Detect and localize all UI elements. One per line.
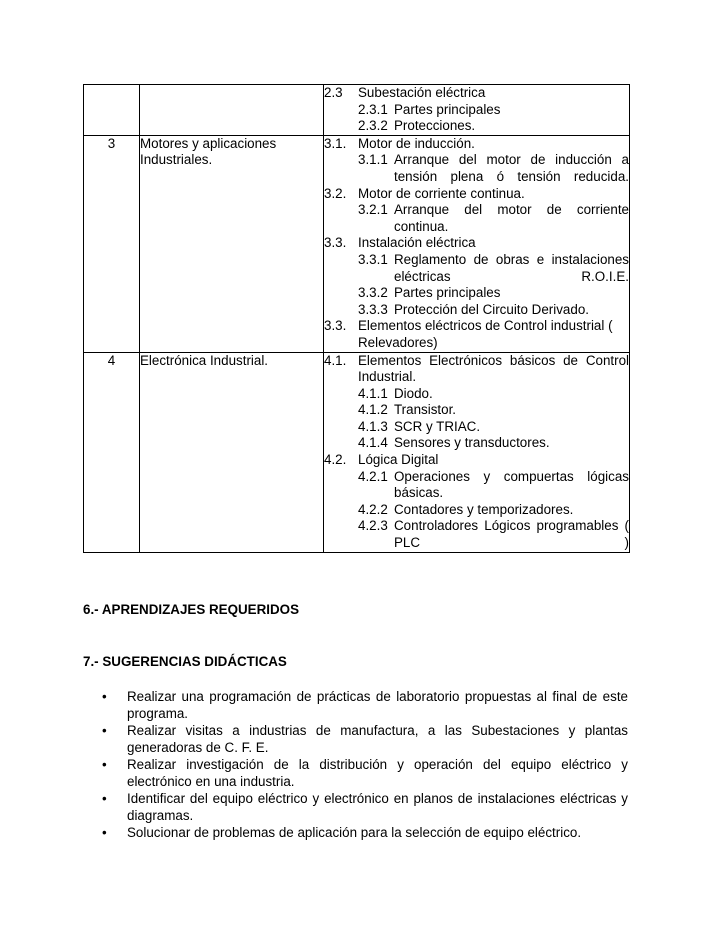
subtopic-key: 4.1.2 xyxy=(358,402,388,418)
suggestions-list xyxy=(83,688,628,841)
subtopic-line xyxy=(324,302,629,319)
topic-line xyxy=(324,452,629,469)
subtopic-line xyxy=(324,402,629,419)
table-row xyxy=(84,85,630,136)
subtopic-text: Partes principales xyxy=(394,285,501,301)
subtopic-key: 4.1.3 xyxy=(358,418,388,434)
subtopic-key: 3.3.1 xyxy=(358,251,388,267)
subtopic-key: 3.3.3 xyxy=(358,301,388,317)
topic-key: 3.3. xyxy=(324,235,347,251)
subtopic-key: 3.1.1 xyxy=(358,152,388,168)
subtopic-line xyxy=(324,285,629,302)
unit-topics xyxy=(324,85,630,136)
topic-key: 4.1. xyxy=(324,352,347,368)
subtopic-key: 2.3.2 xyxy=(358,118,388,134)
subtopic-text: Partes principales xyxy=(394,101,501,117)
unit-number xyxy=(84,85,140,136)
subtopic-key: 2.3.1 xyxy=(358,101,388,117)
subtopic-line xyxy=(324,386,629,403)
subtopic-text: Transistor. xyxy=(394,402,457,418)
subtopic-key: 4.1.1 xyxy=(358,385,388,401)
topic-text: Elementos eléctricos de Control industrial ( Relevadores) xyxy=(358,318,613,350)
topic-key: 4.2. xyxy=(324,452,347,468)
topic-line xyxy=(324,318,629,351)
subtopic-text: SCR y TRIAC. xyxy=(394,418,481,434)
subtopic-key: 3.3.2 xyxy=(358,285,388,301)
subtopic-line xyxy=(324,202,629,235)
unit-title: Motores y aplicaciones Industriales. xyxy=(140,135,324,352)
topic-line xyxy=(324,235,629,252)
subtopic-text: Operaciones y compuertas lógicas básicas. xyxy=(394,468,629,501)
unit-topics xyxy=(324,352,630,552)
section-6-heading: 6.- APRENDIZAJES REQUERIDOS xyxy=(83,602,300,617)
subtopic-line xyxy=(324,419,629,436)
bullet-icon: • xyxy=(102,757,107,772)
unit-title xyxy=(140,85,324,136)
subtopic-line xyxy=(324,518,629,551)
subtopic-line xyxy=(324,102,629,119)
list-item-text: Identificar del equipo eléctrico y electrónico en planos de instalaciones eléctricas y diagramas. xyxy=(127,791,628,823)
subtopic-text: Contadores y temporizadores. xyxy=(394,501,574,517)
bullet-icon: • xyxy=(102,825,107,840)
subtopic-text: Diodo. xyxy=(394,385,433,401)
topic-line xyxy=(324,85,629,102)
topic-text: Lógica Digital xyxy=(358,452,439,468)
subtopic-text: Protección del Circuito Derivado. xyxy=(394,301,589,317)
list-item-text: Realizar una programación de prácticas de laboratorio propuestas al final de este programa. xyxy=(127,689,628,721)
topic-line xyxy=(324,353,629,386)
list-item xyxy=(83,824,628,841)
topic-key: 3.3. xyxy=(324,318,347,334)
subtopic-line xyxy=(324,502,629,519)
topic-text: Subestación eléctrica xyxy=(358,85,486,100)
subtopic-key: 4.1.4 xyxy=(358,435,388,451)
subtopic-line xyxy=(324,252,629,285)
topic-line xyxy=(324,186,629,203)
subtopic-key: 3.2.1 xyxy=(358,202,388,218)
unit-topics xyxy=(324,135,630,352)
list-item xyxy=(83,688,628,722)
topic-key: 3.2. xyxy=(324,185,347,201)
bullet-icon: • xyxy=(102,723,107,738)
bullet-icon: • xyxy=(102,689,107,704)
topic-key: 3.1. xyxy=(324,135,347,151)
subtopic-text: Controladores Lógicos programables ( PLC ) xyxy=(394,518,629,551)
table-row xyxy=(84,352,630,552)
unit-number: 3 xyxy=(84,135,140,352)
subtopic-line xyxy=(324,118,629,135)
list-item-text: Solucionar de problemas de aplicación para la selección de equipo eléctrico. xyxy=(127,825,582,840)
unit-title: Electrónica Industrial. xyxy=(140,352,324,552)
topic-text: Motor de corriente continua. xyxy=(358,185,525,201)
subtopic-key: 4.2.1 xyxy=(358,468,388,484)
unit-number: 4 xyxy=(84,352,140,552)
topic-text: Elementos Electrónicos básicos de Control Industrial. xyxy=(358,352,629,385)
list-item xyxy=(83,790,628,824)
topic-key: 2.3 xyxy=(324,85,343,100)
subtopic-key: 4.2.2 xyxy=(358,501,388,517)
list-item-text: Realizar investigación de la distribución y operación del equipo eléctrico y electrónico en una industria. xyxy=(127,757,628,789)
list-item xyxy=(83,756,628,790)
table-row xyxy=(84,135,630,352)
section-7-heading: 7.- SUGERENCIAS DIDÁCTICAS xyxy=(83,654,287,669)
topic-text: Motor de inducción. xyxy=(358,135,475,151)
list-item xyxy=(83,722,628,756)
subtopic-line xyxy=(324,435,629,452)
subtopic-text: Protecciones. xyxy=(394,118,476,134)
subtopic-line xyxy=(324,152,629,185)
subtopic-text: Arranque del motor de corriente continua. xyxy=(394,202,629,234)
subtopic-text: Reglamento de obras e instalaciones eléctricas R.O.I.E. xyxy=(394,251,629,284)
subtopic-text: Sensores y transductores. xyxy=(394,435,550,451)
subtopic-text: Arranque del motor de inducción a tensión plena ó tensión reducida. xyxy=(394,152,629,184)
topic-line xyxy=(324,136,629,153)
topic-text: Instalación eléctrica xyxy=(358,235,476,251)
bullet-icon: • xyxy=(102,791,107,806)
list-item-text: Realizar visitas a industrias de manufactura, a las Subestaciones y plantas generadoras de C. F. E. xyxy=(127,723,628,755)
subtopic-key: 4.2.3 xyxy=(358,518,388,534)
subtopic-line xyxy=(324,469,629,502)
units-table xyxy=(83,84,630,553)
